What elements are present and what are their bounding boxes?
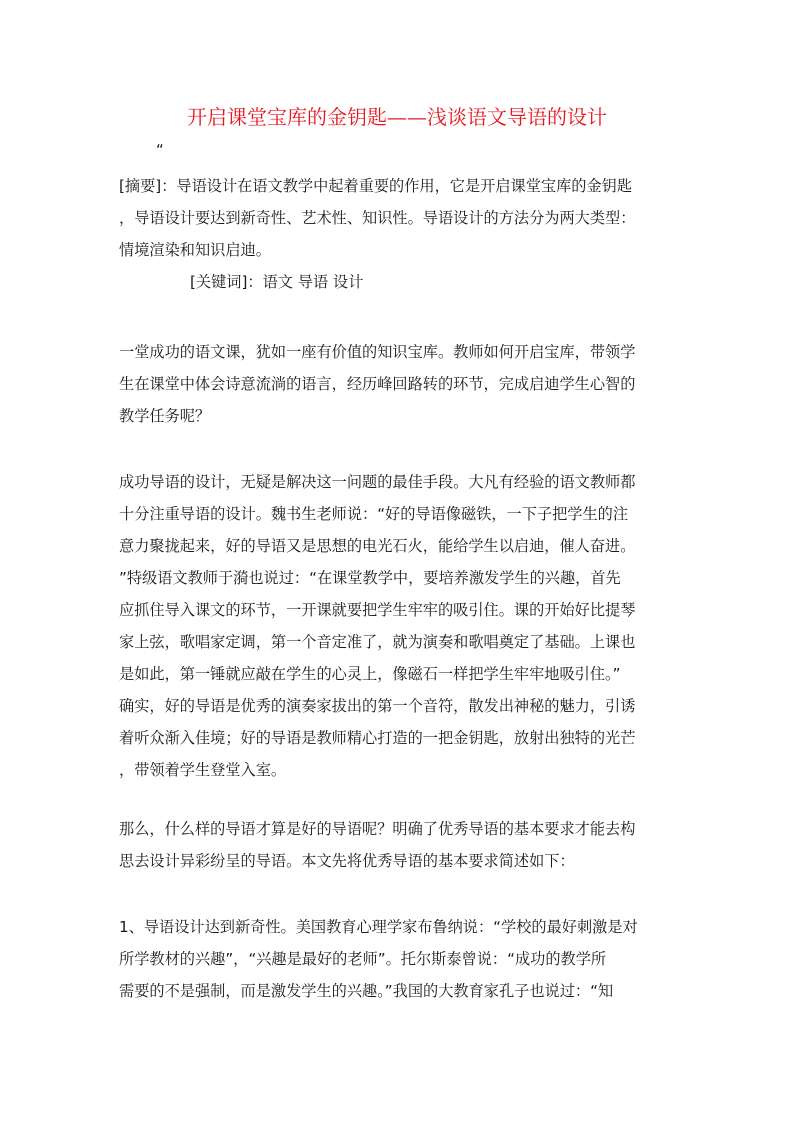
- abstract-line: [摘要]：导语设计在语文教学中起着重要的作用，它是开启课堂宝库的金钥匙: [119, 177, 633, 195]
- paragraph-line: 应抓住导入课文的环节，一开课就要把学生牢牢的吸引住。课的开始好比提琴: [119, 601, 636, 619]
- paragraph-line: 需要的不是强制，而是激发学生的兴趣。”我国的大教育家孔子也说过：“知: [119, 982, 614, 1000]
- paragraph-line: 所学教材的兴趣”，“兴趣是最好的老师”。托尔斯泰曾说：“成功的教学所: [119, 950, 607, 968]
- paragraph-line: 思去设计异彩纷呈的导语。本文先将优秀导语的基本要求简述如下：: [119, 852, 575, 870]
- paragraph-line: 1、导语设计达到新奇性。美国教育心理学家布鲁纳说：“学校的最好刺激是对: [119, 918, 638, 936]
- paragraph-question: [119, 813, 679, 877]
- paragraph-line: 生在课堂中体会诗意流淌的语言，经历峰回路转的环节，完成启迪学生心智的: [119, 375, 636, 393]
- paragraph-line: 意力聚拢起来，好的导语又是思想的电光石火，能给学生以启迪，催人奋进。: [119, 537, 636, 555]
- abstract-line: 情境渲染和知识启迪。: [119, 241, 271, 259]
- keywords: [关键词]：语文 导语 设计: [190, 273, 364, 291]
- paragraph-line: 一堂成功的语文课，犹如一座有价值的知识宝库。教师如何开启宝库，带领学: [119, 343, 636, 361]
- abstract-line: ，导语设计要达到新奇性、艺术性、知识性。导语设计的方法分为两大类型：: [119, 209, 636, 227]
- paragraph-importance: [119, 466, 679, 786]
- paragraph-line: 那么，什么样的导语才算是好的导语呢？明确了优秀导语的基本要求才能去构: [119, 820, 636, 838]
- paragraph-line: ”特级语文教师于漪也说过：“在课堂教学中，要培养激发学生的兴趣，首先: [119, 569, 621, 587]
- paragraph-line: 着听众渐入佳境；好的导语是教师精心打造的一把金钥匙，放射出独特的光芒: [119, 729, 636, 747]
- paragraph-line: ，带领着学生登堂入室。: [119, 761, 287, 779]
- paragraph-line: 确实，好的导语是优秀的演奏家拔出的第一个音符，散发出神秘的魅力，引诱: [119, 697, 636, 715]
- paragraph-line: 教学任务呢？: [119, 407, 211, 425]
- stray-quote-mark: “: [156, 141, 164, 159]
- abstract: [119, 170, 679, 266]
- paragraph-line: 成功导语的设计，无疑是解决这一问题的最佳手段。大凡有经验的语文教师都: [119, 473, 636, 491]
- paragraph-line: 十分注重导语的设计。魏书生老师说：“好的导语像磁铁，一下子把学生的注: [119, 505, 629, 523]
- paragraph-line: 是如此，第一锤就应敲在学生的心灵上，像磁石一样把学生牢牢地吸引住。”: [119, 665, 621, 683]
- paragraph-intro: [119, 336, 679, 432]
- document-title: 开启课堂宝库的金钥匙——浅谈语文导语的设计: [187, 105, 607, 129]
- paragraph-line: 家上弦，歌唱家定调，第一个音定准了，就为演奏和歌唱奠定了基础。上课也: [119, 633, 636, 651]
- paragraph-point-1: [119, 911, 679, 1007]
